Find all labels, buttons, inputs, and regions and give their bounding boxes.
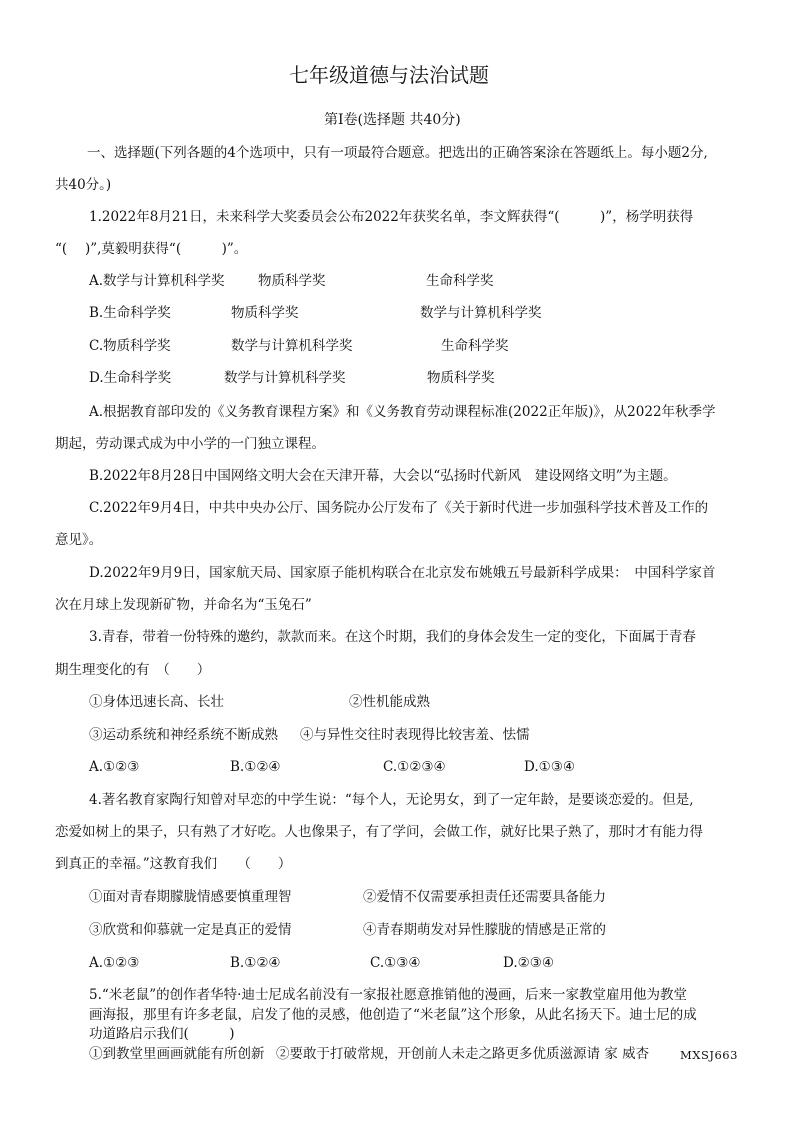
q5-item: ①到教堂里画画就能有所创新 bbox=[89, 1046, 265, 1062]
q4-option-b: B.①②④ bbox=[230, 955, 281, 971]
q1-option-c bbox=[89, 337, 171, 355]
option-part: 数学与计算机科学奖 bbox=[231, 338, 353, 354]
q3-option-c: C.①②③④ bbox=[383, 759, 446, 775]
q2-option-c: 意见》。 bbox=[55, 532, 103, 548]
option-part: 物质科学奖 bbox=[258, 273, 326, 289]
option-part: 物质科学奖 bbox=[231, 305, 299, 321]
q1-stem: “( )”,莫毅明获得“( )”。 bbox=[55, 241, 248, 257]
option-key: B. bbox=[89, 305, 104, 321]
option-part: 生命科学奖 bbox=[103, 370, 172, 386]
option-part: 数学与计算机科学奖 bbox=[224, 370, 346, 386]
q3-item: ①身体迅速长高、长壮 bbox=[89, 694, 224, 710]
page-title: 七年级道德与法治试题 bbox=[289, 63, 489, 87]
q3-option-a: A.①②③ bbox=[89, 759, 140, 775]
q1-option-b bbox=[89, 304, 171, 322]
q4-item: ③欣赏和仰慕就一定是真正的爱情 bbox=[89, 922, 292, 938]
q2-option-b: B.2022年8月28日中国网络文明大会在天津开幕，大会以“弘扬时代新风 建设网络文明”为主题。 bbox=[89, 468, 677, 484]
q2-option-c: C.2022年9月4日，中共中央办公厅、国务院办公厅发布了《关于新时代进一步加强科学技术普及工作的 bbox=[89, 500, 709, 516]
watermark-code: MXSJ663 bbox=[680, 1048, 738, 1062]
q4-stem: 4.著名教育家陶行知曾对早恋的中学生说：“每个人，无论男女，到了一定年龄，是要谈恋爱的。但是, bbox=[89, 792, 694, 808]
option-part: 物质科学奖 bbox=[103, 338, 171, 354]
q3-option-b: B.①②④ bbox=[230, 759, 281, 775]
section-subtitle: 第Ⅰ卷(选择题 共40分) bbox=[324, 112, 461, 128]
section-intro-line: 一、选择题(下列各题的4个选项中，只有一项最符合题意。把选出的正确答案涂在答题纸上。每小题2分, bbox=[87, 145, 708, 161]
q4-option-a: A.①②③ bbox=[89, 955, 140, 971]
q3-item: ④与异性交往时表现得比较害羞、怯懦 bbox=[300, 727, 530, 743]
q2-option-d: D.2022年9月9日，国家航天局、国家原子能机构联合在北京发布姚娥五号最新科学成果： 中国科学家首 bbox=[89, 565, 716, 581]
q3-item: ③运动系统和神经系统不断成熟 bbox=[89, 727, 278, 743]
q1-option-a bbox=[89, 272, 225, 290]
q3-stem: 3.青春，带着一份特殊的邀约，款款而来。在这个时期，我们的身体会发生一定的变化，下面属于青春 bbox=[89, 629, 696, 645]
q3-item: ②性机能成熟 bbox=[349, 694, 430, 710]
q5-stem: 5.“米老鼠”的创作者华特·迪士尼成名前没有一家报社愿意推销他的漫画，后来一家教堂雇用他为教堂 bbox=[89, 987, 687, 1003]
q1-option-d bbox=[89, 369, 171, 387]
q5-item: ②要敢于打破常规，开创前人未走之路更多优质滋源请 家 威杏 bbox=[276, 1046, 650, 1062]
q5-stem: 功道路启示我们( ) bbox=[89, 1026, 235, 1042]
option-key: C. bbox=[89, 338, 104, 354]
option-key: A. bbox=[89, 273, 104, 289]
option-part: 数学与计算机科学奖 bbox=[420, 305, 542, 321]
option-part: 物质科学奖 bbox=[427, 370, 495, 386]
q3-stem: 期生理变化的有 （ ） bbox=[55, 662, 211, 678]
q1-stem: 1.2022年8月21日，未来科学大奖委员会公布2022年获奖名单，李文辉获得“( )”，杨学明获得 bbox=[89, 209, 694, 225]
q2-option-a: A.根据教育部印发的《义务教育课程方案》和《义务教育劳动课程标准(2022正年版)》，从2022年秋季学 bbox=[89, 404, 716, 420]
q5-stem: 画海报，那里有许多老鼠，启发了他的灵感，他创造了“米老鼠”这个形象，从此名扬天下。迪士尼的成 bbox=[89, 1007, 697, 1023]
q4-item: ①面对青春期朦胧情感要慎重理智 bbox=[89, 889, 292, 905]
option-part: 生命科学奖 bbox=[426, 273, 494, 289]
option-part: 数学与计算机科学奖 bbox=[103, 273, 225, 289]
option-part: 生命科学奖 bbox=[441, 338, 509, 354]
q4-item: ④青春期萌发对异性朦胧的情感是正常的 bbox=[363, 922, 606, 938]
q4-stem: 到真正的幸福。”这教育我们 （ ） bbox=[55, 856, 292, 872]
q4-item: ②爱情不仅需要承担责任还需要具备能力 bbox=[363, 889, 606, 905]
option-part: 生命科学奖 bbox=[103, 305, 171, 321]
q2-option-d: 次在月球上发现新矿物，并命名为“玉兔石” bbox=[55, 597, 312, 613]
section-intro-line: 共40分。) bbox=[55, 177, 112, 193]
q3-option-d: D.①③④ bbox=[524, 759, 575, 775]
option-key: D. bbox=[89, 370, 104, 386]
q4-stem: 恋爱如树上的果子，只有熟了才好吃。人也像果子，有了学问，会做工作，就好比果子熟了，那时才有能力得 bbox=[55, 824, 703, 840]
q2-option-a: 期起，劳动课式成为中小学的一门独立课程。 bbox=[55, 436, 325, 452]
q4-option-c: C.①③④ bbox=[370, 955, 421, 971]
q4-option-d: D.②③④ bbox=[503, 955, 554, 971]
